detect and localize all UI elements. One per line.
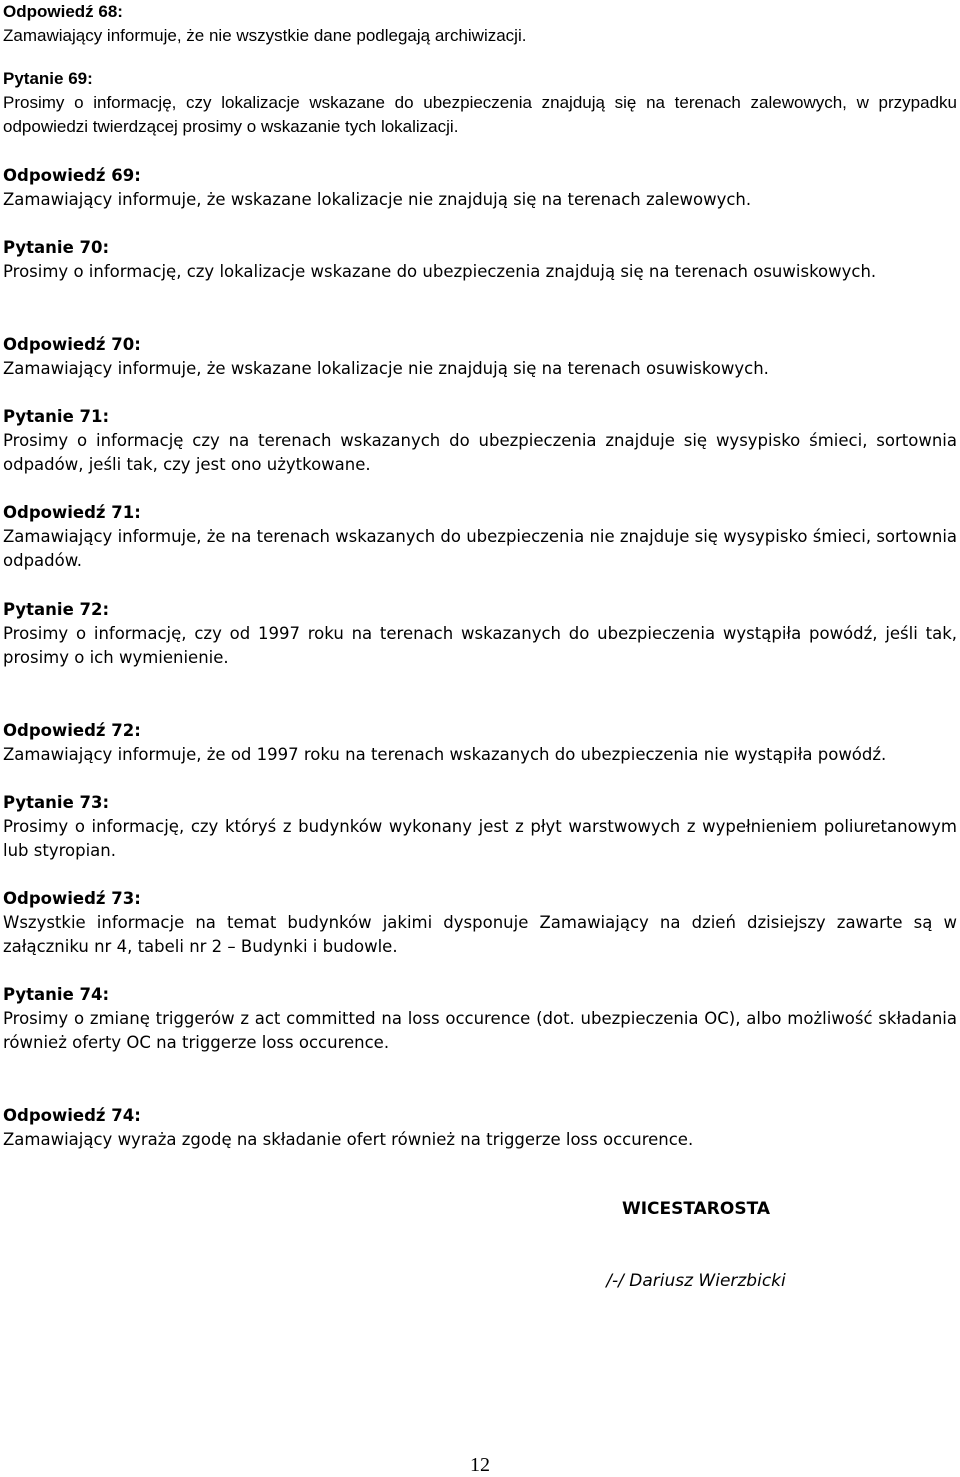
answer-68 <box>3 0 957 48</box>
answer-71-text: Zamawiający informuje, że na terenach wskazanych do ubezpieczenia nie znajduje się wysypisko śmieci, sortownia odpadów. <box>3 527 958 570</box>
page-number: 12 <box>470 1454 490 1476</box>
question-72-label: Pytanie 72: <box>3 600 110 619</box>
answer-71 <box>3 501 957 573</box>
question-73-text: Prosimy o informację, czy któryś z budynków wykonany jest z płyt warstwowych z wypełnieniem poliuretanowym lub styropian. <box>3 817 957 860</box>
answer-69 <box>3 164 957 212</box>
answer-72-text: Zamawiający informuje, że od 1997 roku na terenach wskazanych do ubezpieczenia nie wystąpiła powódź. <box>3 745 887 764</box>
question-69-text: Prosimy o informację, czy lokalizacje wskazane do ubezpieczenia znajdują się na terenach zalewowych, w przypadku odpowiedzi twierdzącej prosimy o wskazanie tych lokalizacji. <box>3 93 957 136</box>
answer-68-label: Odpowiedź 68: <box>3 2 123 21</box>
answer-70-text: Zamawiający informuje, że wskazane lokalizacje nie znajdują się na terenach osuwiskowych. <box>3 359 769 378</box>
question-73-label: Pytanie 73: <box>3 793 110 812</box>
signature-name: /-/ Dariusz Wierzbicki <box>606 1271 786 1291</box>
question-72 <box>3 598 957 670</box>
question-74-text: Prosimy o zmianę triggerów z act committed na loss occurence (dot. ubezpieczenia OC), albo możliwość składania również oferty OC na triggerze loss occurence. <box>3 1009 957 1052</box>
answer-73-text: Wszystkie informacje na temat budynków jakimi dysponuje Zamawiający na dzień dzisiejszy zawarte są w załączniku nr 4, tabeli nr 2 – Budynki i budowle. <box>3 913 957 956</box>
answer-70 <box>3 333 957 381</box>
answer-72 <box>3 719 957 767</box>
answer-71-label: Odpowiedź 71: <box>3 503 141 522</box>
question-74 <box>3 983 957 1055</box>
question-73 <box>3 791 957 863</box>
answer-74-text: Zamawiający wyraża zgodę na składanie ofert również na triggerze loss occurence. <box>3 1130 694 1149</box>
answer-69-label: Odpowiedź 69: <box>3 166 141 185</box>
answer-72-label: Odpowiedź 72: <box>3 721 141 740</box>
question-71-label: Pytanie 71: <box>3 407 110 426</box>
question-70-text: Prosimy o informację, czy lokalizacje wskazane do ubezpieczenia znajdują się na terenach osuwiskowych. <box>3 262 877 281</box>
signature-title: WICESTAROSTA <box>621 1199 771 1219</box>
answer-74-label: Odpowiedź 74: <box>3 1106 141 1125</box>
answer-73-label: Odpowiedź 73: <box>3 889 141 908</box>
answer-73 <box>3 887 957 959</box>
question-71 <box>3 405 957 477</box>
answer-68-text: Zamawiający informuje, że nie wszystkie dane podlegają archiwizacji. <box>3 26 527 45</box>
answer-70-label: Odpowiedź 70: <box>3 335 141 354</box>
question-70-label: Pytanie 70: <box>3 238 110 257</box>
answer-74 <box>3 1104 957 1152</box>
question-69 <box>3 67 957 139</box>
question-72-text: Prosimy o informację, czy od 1997 roku na terenach wskazanych do ubezpieczenia wystąpiła powódź, jeśli tak, prosimy o ich wymienienie. <box>3 624 957 667</box>
question-71-text: Prosimy o informację czy na terenach wskazanych do ubezpieczenia znajduje się wysypisko śmieci, sortownia odpadów, jeśli tak, czy jest ono użytkowane. <box>3 431 957 474</box>
question-69-label: Pytanie 69: <box>3 69 93 88</box>
answer-69-text: Zamawiający informuje, że wskazane lokalizacje nie znajdują się na terenach zalewowych. <box>3 190 752 209</box>
question-74-label: Pytanie 74: <box>3 985 110 1004</box>
question-70 <box>3 236 957 284</box>
